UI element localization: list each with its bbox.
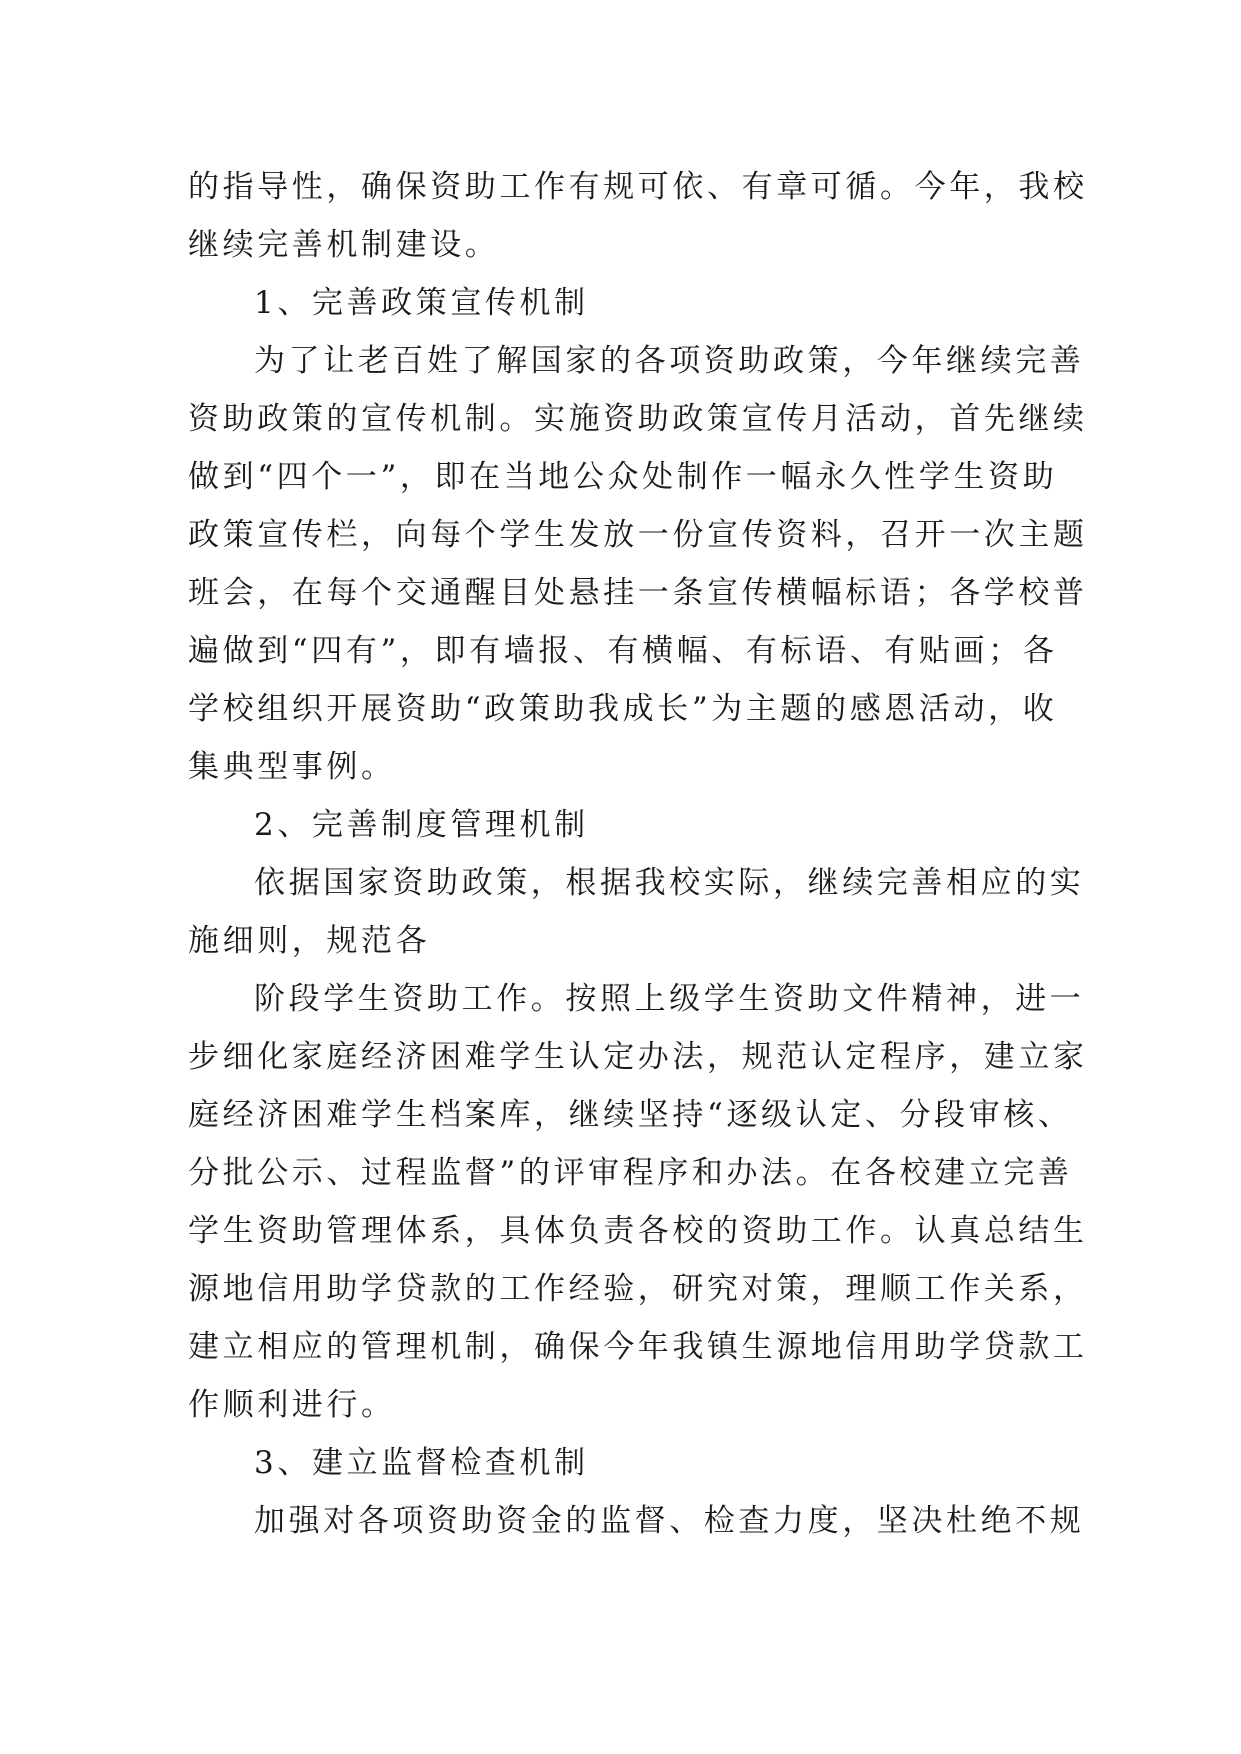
paragraph-line: 遍做到“四有”，即有墙报、有横幅、有标语、有贴画；各 (188, 633, 1058, 669)
paragraph-line: 学生资助管理体系，具体负责各校的资助工作。认真总结生 (188, 1213, 1088, 1249)
paragraph-line: 阶段学生资助工作。按照上级学生资助文件精神，进一 (254, 981, 1085, 1017)
paragraph-line: 庭经济困难学生档案库，继续坚持“逐级认定、分段审核、 (188, 1097, 1073, 1133)
section-heading: 2、完善制度管理机制 (254, 807, 589, 843)
paragraph-line: 分批公示、过程监督”的评审程序和办法。在各校建立完善 (188, 1155, 1073, 1191)
paragraph-line: 依据国家资助政策，根据我校实际，继续完善相应的实 (254, 865, 1085, 901)
section-heading: 3、建立监督检查机制 (254, 1445, 589, 1481)
paragraph-line: 施细则，规范各 (188, 923, 431, 959)
paragraph-line: 建立相应的管理机制，确保今年我镇生源地信用助学贷款工 (188, 1329, 1088, 1365)
paragraph-line: 政策宣传栏，向每个学生发放一份宣传资料，召开一次主题 (188, 517, 1088, 553)
paragraph-line: 为了让老百姓了解国家的各项资助政策，今年继续完善 (254, 343, 1085, 379)
paragraph-line: 学校组织开展资助“政策助我成长”为主题的感恩活动，收 (188, 691, 1058, 727)
document-body (188, 158, 1088, 1550)
paragraph-line: 加强对各项资助资金的监督、检查力度，坚决杜绝不规 (254, 1503, 1085, 1539)
paragraph-line: 做到“四个一”，即在当地公众处制作一幅永久性学生资助 (188, 459, 1058, 495)
paragraph-line: 集典型事例。 (188, 749, 396, 785)
paragraph-line: 作顺利进行。 (188, 1387, 396, 1423)
section-heading: 1、完善政策宣传机制 (254, 285, 589, 321)
paragraph-line: 的指导性，确保资助工作有规可依、有章可循。今年，我校 (188, 169, 1088, 205)
paragraph-line: 班会，在每个交通醒目处悬挂一条宣传横幅标语；各学校普 (188, 575, 1088, 611)
paragraph-line: 继续完善机制建设。 (188, 227, 500, 263)
paragraph-line: 源地信用助学贷款的工作经验，研究对策，理顺工作关系， (188, 1271, 1088, 1307)
paragraph-line: 资助政策的宣传机制。实施资助政策宣传月活动，首先继续 (188, 401, 1088, 437)
paragraph-line: 步细化家庭经济困难学生认定办法，规范认定程序，建立家 (188, 1039, 1088, 1075)
